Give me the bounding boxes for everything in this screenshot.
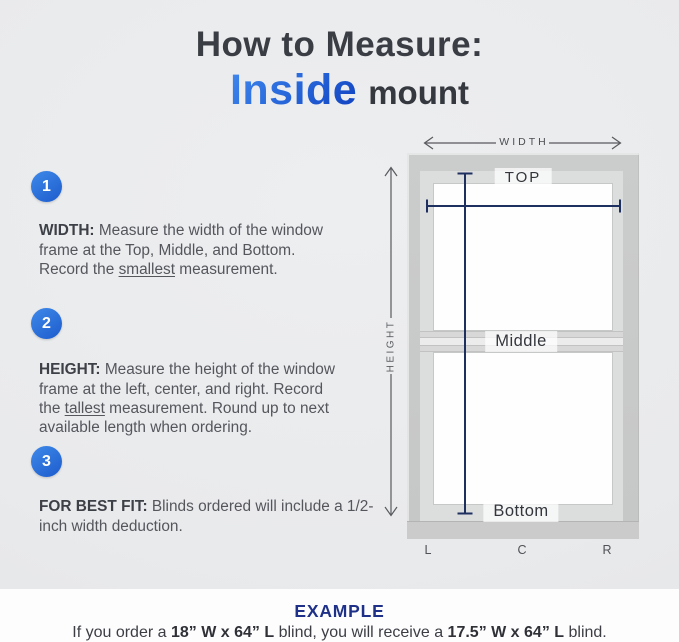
step-2-number-badge (31, 308, 62, 339)
title-suffix-mount: mount (368, 74, 470, 111)
width-arrow-label: WIDTH (499, 136, 549, 148)
step-1-number: 1 (42, 177, 51, 195)
marker-center: C (517, 543, 527, 557)
label-bottom: Bottom (483, 501, 558, 522)
example-section (0, 589, 679, 642)
label-middle: Middle (485, 331, 557, 352)
marker-right: R (602, 543, 612, 557)
step-1-underlined-word: smallest (118, 260, 176, 278)
example-part2: blind, you will receive a (274, 624, 448, 641)
step-2-label: HEIGHT: (39, 361, 101, 379)
step-3-body: Blinds ordered will include a 1/2-inch width deduction. (39, 498, 374, 535)
step-1-text (39, 221, 335, 279)
step-3-text (39, 497, 375, 536)
example-text (0, 624, 679, 642)
title-highlight-inside: Inside (229, 66, 358, 114)
step-1-body-end: measurement. (175, 260, 278, 278)
step-2-text (39, 360, 335, 437)
marker-left: L (424, 543, 432, 557)
step-1-number-badge (31, 171, 62, 202)
step-2-body-end: measurement. Round up to next available length when ordering. (39, 399, 330, 437)
height-arrow-label: HEIGHT (385, 319, 397, 373)
title-line1: How to Measure: (195, 25, 484, 64)
example-part3: blind. (564, 624, 607, 641)
window-sill (407, 521, 639, 539)
step-2-underlined-word: tallest (64, 399, 105, 417)
step-3-number-badge (31, 446, 62, 477)
example-heading: EXAMPLE (294, 601, 385, 621)
label-top: TOP (495, 168, 552, 187)
step-3-label: FOR BEST FIT: (39, 498, 148, 516)
step-1-label: WIDTH: (39, 222, 95, 240)
step-3-number: 3 (42, 452, 51, 470)
window-pane-upper (433, 183, 613, 331)
step-2-number: 2 (42, 314, 51, 332)
title-line2 (10, 66, 679, 115)
step-1-body: Measure the width of the window frame at the Top, Middle, and Bottom. Record the (39, 222, 323, 278)
window-pane-lower (433, 352, 613, 505)
example-received-size: 17.5” W x 64” L (447, 624, 565, 641)
page-title (0, 25, 679, 115)
step-2-body: Measure the height of the window frame at the left, center, and right. Record the (39, 361, 335, 417)
example-part1: If you order a (72, 624, 171, 641)
example-ordered-size: 18” W x 64” L (170, 624, 275, 641)
